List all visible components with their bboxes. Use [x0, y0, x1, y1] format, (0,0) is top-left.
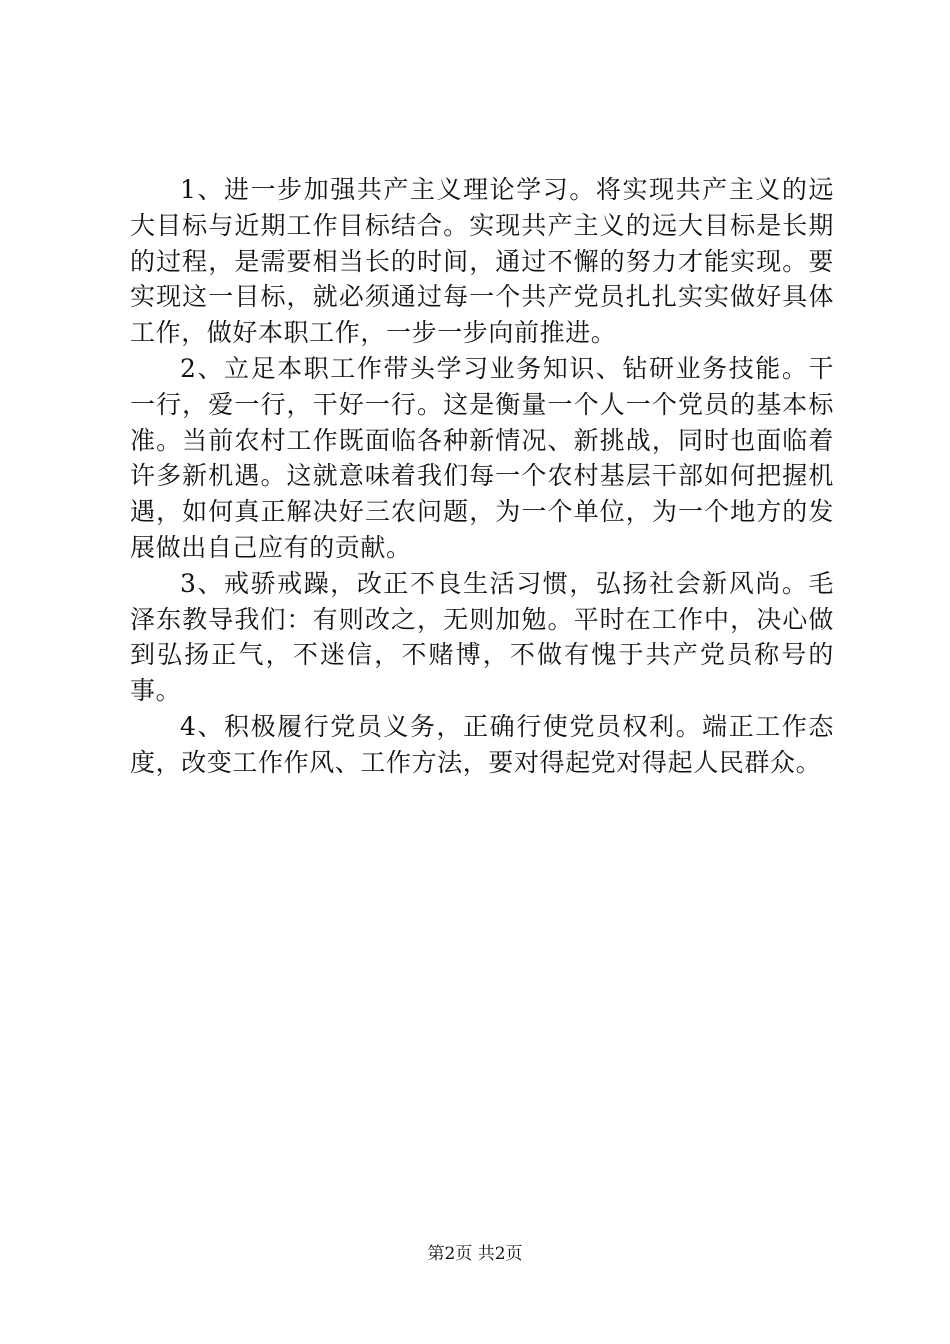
paragraph-3: 3、戒骄戒躁，改正不良生活习惯，弘扬社会新风尚。毛泽东教导我们：有则改之，无则加勉。平时在工作中，决心做到弘扬正气，不迷信，不赌博，不做有愧于共产党员称号的事。: [130, 568, 834, 706]
page-number-label: 第2页 共2页: [427, 1244, 523, 1264]
document-body: [130, 172, 834, 781]
paragraph-4: 4、积极履行党员义务，正确行使党员权利。端正工作态度，改变工作作风、工作方法，要对得起党对得起人民群众。: [130, 711, 834, 777]
paragraph-2: 2、立足本职工作带头学习业务知识、钻研业务技能。干一行，爱一行，干好一行。这是衡量一个人一个党员的基本标准。当前农村工作既面临各种新情况、新挑战，同时也面临着许多新机遇。这就意味着我们每一个农村基层干部如何把握机遇，如何真正解决好三农问题，为一个单位，为一个地方的发展做出自己应有的贡献。: [130, 353, 834, 562]
page-footer: [0, 1243, 950, 1265]
paragraph-1: 1、进一步加强共产主义理论学习。将实现共产主义的远大目标与近期工作目标结合。实现共产主义的远大目标是长期的过程，是需要相当长的时间，通过不懈的努力才能实现。要实现这一目标，就必须通过每一个共产党员扎扎实实做好具体工作，做好本职工作，一步一步向前推进。: [130, 175, 834, 348]
